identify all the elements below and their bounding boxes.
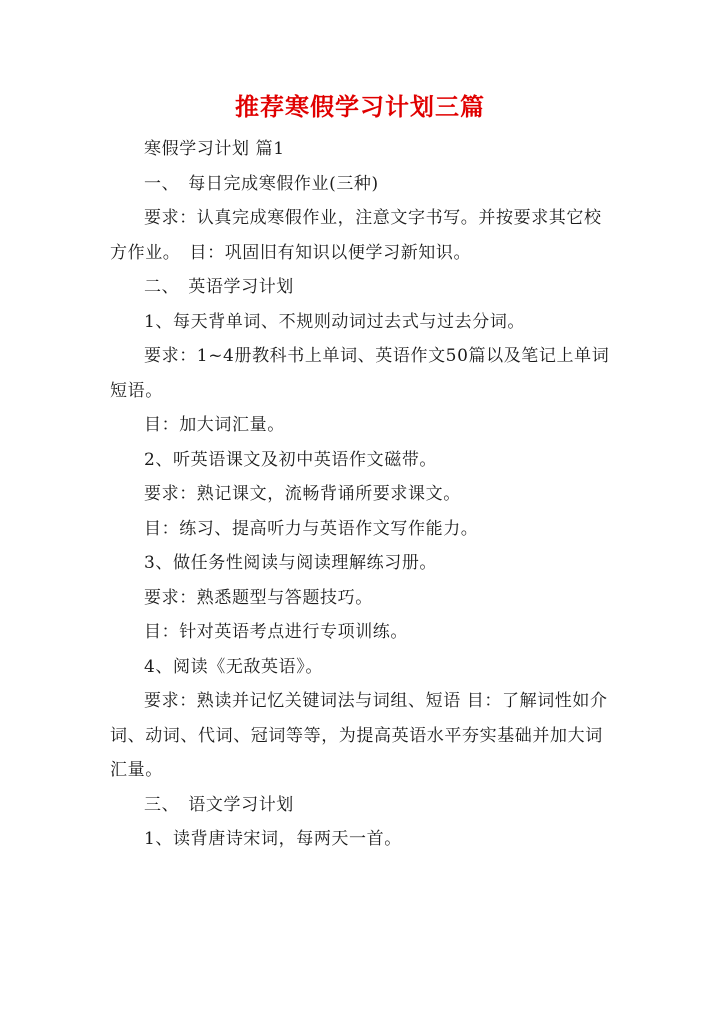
paragraph: 要求：熟悉题型与答题技巧。	[144, 587, 373, 608]
list-heading: 二、 英语学习计划	[144, 277, 294, 297]
list-heading: 三、 语文学习计划	[144, 794, 294, 815]
paragraph: 目：练习、提高听力与英语作文写作能力。	[144, 518, 479, 539]
list-item: 2、听英语课文及初中英语作文磁带。	[144, 449, 438, 470]
paragraph: 目：加大词汇量。	[144, 415, 285, 435]
list-item: 3、做任务性阅读与阅读理解练习册。	[144, 553, 438, 573]
paragraph: 要求：认真完成寒假作业，注意文字书写。并按要求其它校方作业。 目：巩固旧有知识以便学习新知识。	[110, 208, 602, 263]
list-item: 1、读背唐诗宋词，每两天一首。	[144, 829, 402, 849]
list-item: 1、每天背单词、不规则动词过去式与过去分词。	[144, 311, 526, 332]
list-heading: 一、 每日完成寒假作业(三种)	[144, 173, 379, 194]
document-title: 推荐寒假学习计划三篇	[235, 92, 485, 121]
paragraph: 要求：1~4册教科书上单词、英语作文50篇以及笔记上单词短语。	[110, 346, 610, 401]
paragraph: 目：针对英语考点进行专项训练。	[144, 622, 408, 642]
list-item: 4、阅读《无敌英语》。	[144, 656, 323, 677]
document-page	[110, 90, 610, 857]
paragraph: 要求：熟读并记忆关键词法与词组、短语 目：了解词性如介词、动词、代词、冠词等等，为提高英语水平夯实基础并加大词汇量。	[110, 691, 608, 780]
paragraph: 要求：熟记课文，流畅背诵所要求课文。	[144, 484, 461, 504]
section-heading: 寒假学习计划 篇1	[144, 139, 285, 159]
